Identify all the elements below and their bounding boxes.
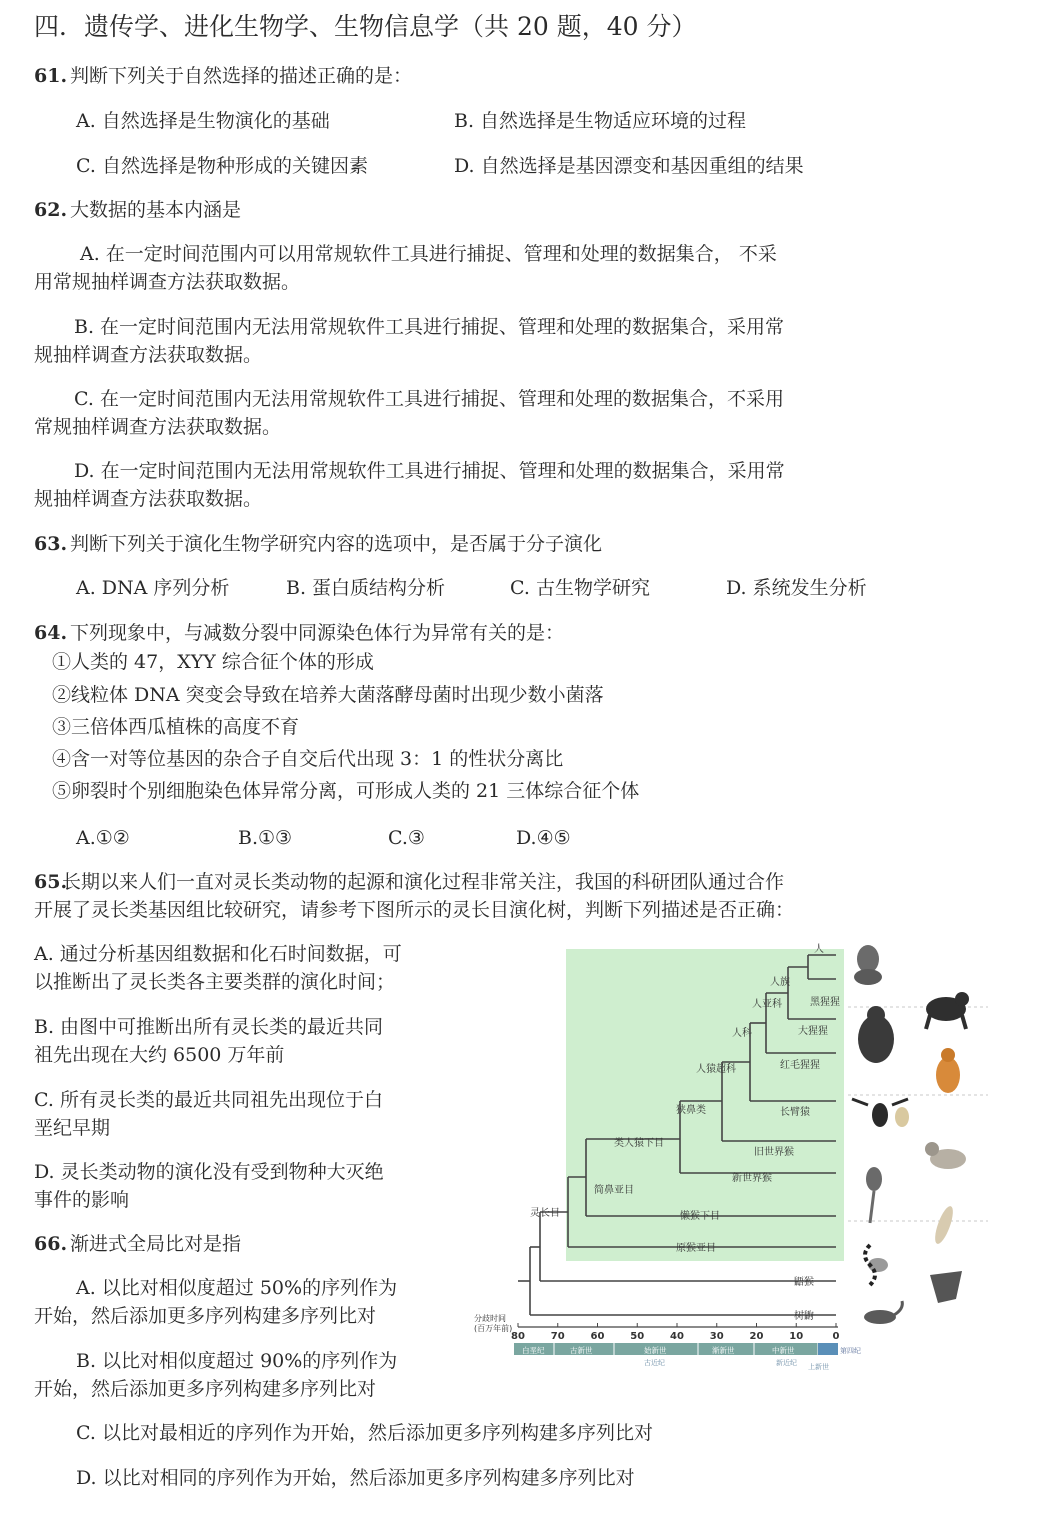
section-heading: 四．遗传学、进化生物学、生物信息学（共 20 题，40 分）	[34, 12, 697, 41]
q64-stem: 下列现象中，与减数分裂中同源染色体行为异常有关的是：	[70, 622, 565, 644]
lemur-silhouette-icon	[865, 1245, 888, 1285]
axis-tick-label: 70	[550, 1331, 565, 1342]
epoch-neogene: 新近纪	[776, 1359, 797, 1367]
q66-option-a-line1: A. 以比对相似度超过 50%的序列作为	[76, 1277, 398, 1299]
q64-option-d: D.④⑤	[516, 827, 571, 849]
q62-option-a-line1: A. 在一定时间范围内可以用常规软件工具进行捕捉、管理和处理的数据集合， 不采	[80, 243, 777, 265]
q61-option-b: B. 自然选择是生物适应环境的过程	[454, 110, 747, 132]
axis-tick-label: 50	[630, 1331, 645, 1342]
axis-title-line2: (百万年前)	[474, 1324, 513, 1333]
taxon-new-world-monkeys: 新世界猴	[732, 1173, 772, 1184]
q66-number: 66.	[34, 1233, 68, 1255]
axis-tick-label: 40	[670, 1331, 684, 1342]
axis-tick-label: 60	[590, 1331, 605, 1342]
taxon-orangutan: 红毛猩猩	[780, 1060, 820, 1071]
q65-option-c-line2: 垩纪早期	[34, 1117, 111, 1139]
q65-option-d-line1: D. 灵长类动物的演化没有受到物种大灭绝	[34, 1161, 384, 1183]
colugo-silhouette-icon	[930, 1271, 962, 1303]
q65-stem-line1: 长期以来人们一直对灵长类动物的起源和演化过程非常关注，我国的科研团队通过合作	[62, 871, 785, 893]
q62-number: 62.	[34, 199, 68, 221]
q66-option-a-line2: 开始，然后添加更多序列构建多序列比对	[34, 1305, 377, 1327]
q64-statement-3: ③三倍体西瓜植株的高度不育	[52, 716, 300, 738]
new-world-monkey-silhouette-icon	[866, 1167, 882, 1223]
q64-statement-2: ②线粒体 DNA 突变会导致在培养大菌落酵母菌时出现少数小菌落	[52, 684, 604, 706]
q63-option-a: A. DNA 序列分析	[76, 577, 230, 599]
q65-option-d-line2: 事件的影响	[34, 1189, 130, 1211]
q66-option-d: D. 以比对相同的序列作为开始，然后添加更多序列构建多序列比对	[76, 1467, 635, 1489]
q64-option-b: B.①③	[238, 827, 293, 849]
q64-option-a: A.①②	[76, 827, 130, 849]
taxon-gorilla: 大猩猩	[798, 1026, 828, 1037]
human-silhouette-icon	[854, 945, 882, 985]
q66-option-b-line1: B. 以比对相似度超过 90%的序列作为	[76, 1350, 398, 1372]
q64-statement-1: ①人类的 47，XYY 综合征个体的形成	[52, 651, 374, 673]
q61-option-c: C. 自然选择是物种形成的关键因素	[76, 155, 368, 177]
taxon-lorises: 懒猴下目	[680, 1211, 720, 1222]
taxon-human: 人	[814, 944, 824, 955]
clade-hominini: 人族	[770, 977, 790, 988]
axis-title-line1: 分歧时间	[474, 1314, 506, 1323]
clade-catarrhini: 狭鼻类	[676, 1105, 706, 1116]
gorilla-silhouette-icon	[858, 1006, 894, 1063]
epoch-quaternary: 第四纪	[840, 1347, 861, 1355]
axis-tick-label: 30	[709, 1331, 724, 1342]
taxon-treeshrew: 树鼩	[794, 1311, 814, 1322]
q62-option-d-line1: D. 在一定时间范围内无法用常规软件工具进行捕捉、管理和处理的数据集合，采用常	[74, 460, 785, 482]
q62-option-d-line2: 规抽样调查方法获取数据。	[34, 488, 263, 510]
q65-option-b-line1: B. 由图中可推断出所有灵长类的最近共同	[34, 1016, 384, 1038]
q65-option-c-line1: C. 所有灵长类的最近共同祖先出现位于白	[34, 1089, 383, 1111]
primate-phylogeny-figure	[468, 935, 988, 1375]
axis-tick-label: 20	[749, 1331, 764, 1342]
epoch-miocene: 中新世	[772, 1346, 795, 1355]
taxon-chimpanzee: 黑猩猩	[810, 997, 840, 1008]
clade-hominoidea: 人猿超科	[696, 1064, 736, 1075]
clade-haplorhini: 简鼻亚目	[594, 1185, 634, 1196]
q64-statement-4: ④含一对等位基因的杂合子自交后代出现 3：1 的性状分离比	[52, 748, 564, 770]
taxon-old-world-monkeys: 旧世界猴	[754, 1147, 794, 1158]
epoch-oligocene: 渐新世	[712, 1346, 735, 1355]
old-world-monkey-silhouette-icon	[925, 1142, 966, 1169]
epoch-eocene: 始新世	[644, 1346, 667, 1355]
orangutan-silhouette-icon	[936, 1048, 960, 1093]
epoch-pliocene: 上新世	[808, 1363, 829, 1371]
q63-option-d: D. 系统发生分析	[726, 577, 867, 599]
q63-number: 63.	[34, 533, 68, 555]
q63-stem: 判断下列关于演化生物学研究内容的选项中，是否属于分子演化	[70, 533, 603, 555]
q62-option-b-line2: 规抽样调查方法获取数据。	[34, 344, 263, 366]
q61-option-d: D. 自然选择是基因漂变和基因重组的结果	[454, 155, 804, 177]
q65-stem-line2: 开展了灵长类基因组比较研究，请参考下图所示的灵长目演化树，判断下列描述是否正确：	[34, 899, 795, 921]
taxon-gibbon: 长臂猿	[780, 1107, 810, 1118]
epoch-cretaceous: 白垩纪	[522, 1346, 545, 1355]
q64-option-c: C.③	[388, 827, 425, 849]
q66-stem: 渐进式全局比对是指	[70, 1233, 242, 1255]
q65-option-a-line2: 以推断出了灵长类各主要类群的演化时间；	[34, 971, 396, 993]
q63-option-c: C. 古生物学研究	[510, 577, 650, 599]
q62-stem: 大数据的基本内涵是	[70, 199, 242, 221]
q62-option-b-line1: B. 在一定时间范围内无法用常规软件工具进行捕捉、管理和处理的数据集合，采用常	[74, 316, 785, 338]
clade-homininae: 人亚科	[752, 999, 782, 1010]
clade-primates: 灵长目	[530, 1208, 560, 1219]
q66-option-b-line2: 开始，然后添加更多序列构建多序列比对	[34, 1378, 377, 1400]
q63-option-b: B. 蛋白质结构分析	[286, 577, 446, 599]
taxon-colugo: 鼯猴	[794, 1277, 814, 1288]
q64-number: 64.	[34, 622, 68, 644]
axis-tick-label: 10	[789, 1331, 804, 1342]
q65-number: 65.	[34, 871, 68, 893]
epoch-bar	[514, 1343, 861, 1371]
q61-stem: 判断下列关于自然选择的描述正确的是：	[70, 65, 413, 87]
chimpanzee-silhouette-icon	[926, 992, 969, 1029]
q62-option-c-line2: 常规抽样调查方法获取数据。	[34, 416, 282, 438]
q66-option-c: C. 以比对最相近的序列作为开始，然后添加更多序列构建多序列比对	[76, 1422, 653, 1444]
q65-option-b-line2: 祖先出现在大约 6500 万年前	[34, 1044, 285, 1066]
quaternary-segment	[818, 1343, 838, 1355]
q64-statement-5: ⑤卵裂时个别细胞染色体异常分离，可形成人类的 21 三体综合征个体	[52, 780, 640, 802]
q65-option-a-line1: A. 通过分析基因组数据和化石时间数据，可	[34, 943, 402, 965]
clade-simiiformes: 类人猿下目	[614, 1138, 664, 1149]
gibbon-silhouette-icon	[852, 1099, 909, 1127]
treeshrew-silhouette-icon	[864, 1301, 902, 1324]
q62-option-c-line1: C. 在一定时间范围内无法用常规软件工具进行捕捉、管理和处理的数据集合，不采用	[74, 388, 784, 410]
epoch-paleocene: 古新世	[570, 1346, 593, 1355]
epoch-paleogene: 古近纪	[644, 1359, 665, 1367]
axis-tick-label: 80	[511, 1331, 525, 1342]
loris-silhouette-icon	[932, 1204, 957, 1246]
q62-option-a-line2: 用常规抽样调查方法获取数据。	[34, 271, 301, 293]
axis-tick-label: 0	[832, 1331, 840, 1342]
q61-option-a: A. 自然选择是生物演化的基础	[76, 110, 330, 132]
clade-hominidae: 人科	[732, 1028, 752, 1039]
taxon-lemurs: 原猴亚目	[676, 1243, 716, 1254]
q61-number: 61.	[34, 65, 68, 87]
